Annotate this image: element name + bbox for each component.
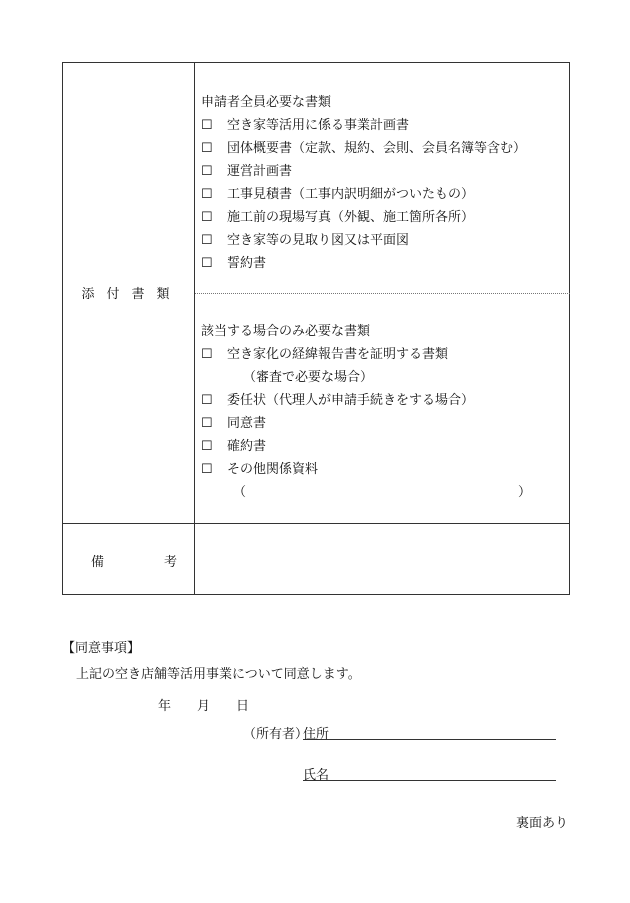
required-item-label: 団体概要書（定款、規約、会則、会員名簿等含む） — [227, 141, 527, 156]
required-item[interactable] — [201, 252, 266, 271]
other-materials-paren-close: ） — [518, 485, 532, 500]
conditional-item-label: 空き家化の経緯報告書を証明する書類 — [227, 347, 449, 362]
checkbox-icon[interactable]: ☐ — [201, 393, 213, 408]
remarks-label-char-2: 考 — [163, 555, 177, 570]
conditional-item[interactable] — [201, 389, 474, 408]
conditional-sub-note: （審査で必要な場合） — [243, 370, 374, 385]
checkbox-icon[interactable]: ☐ — [201, 416, 213, 431]
remarks-label-char-1: 備 — [91, 555, 105, 570]
required-item-label: 施工前の現場写真（外観、施工箇所各所） — [227, 210, 475, 225]
checkbox-icon[interactable]: ☐ — [201, 141, 213, 156]
remarks-label — [91, 551, 177, 570]
required-item[interactable] — [201, 229, 409, 248]
consent-text: 上記の空き店舗等活用事業について同意します。 — [76, 667, 361, 682]
attachment-table — [62, 62, 570, 595]
date-year: 年 — [158, 699, 172, 714]
required-item[interactable] — [201, 183, 474, 202]
checkbox-icon[interactable]: ☐ — [201, 233, 213, 248]
attachment-label: 添付書類 — [81, 287, 182, 302]
checkbox-icon[interactable]: ☐ — [201, 256, 213, 271]
column-divider — [194, 63, 195, 594]
address-field[interactable] — [303, 723, 556, 740]
conditional-heading: 該当する場合のみ必要な書類 — [201, 324, 371, 339]
checkbox-icon[interactable]: ☐ — [201, 439, 213, 454]
owner-label: （所有者） — [243, 727, 309, 742]
checkbox-icon[interactable]: ☐ — [201, 210, 213, 225]
checkbox-icon[interactable]: ☐ — [201, 462, 213, 477]
section-divider — [195, 293, 570, 294]
required-item-label: 工事見積書（工事内訳明細がついたもの） — [227, 187, 475, 202]
conditional-item-label: その他関係資料 — [227, 462, 319, 477]
checkbox-icon[interactable]: ☐ — [201, 187, 213, 202]
conditional-item[interactable] — [201, 412, 266, 431]
conditional-item[interactable] — [201, 458, 318, 477]
consent-heading: 【同意事項】 — [62, 641, 141, 656]
required-item-label: 空き家等活用に係る事業計画書 — [227, 118, 410, 133]
date-day: 日 — [236, 699, 250, 714]
required-item-label: 運営計画書 — [227, 164, 293, 179]
required-item[interactable] — [201, 160, 292, 179]
name-field[interactable] — [303, 764, 556, 781]
conditional-item-label: 確約書 — [227, 439, 267, 454]
required-item-label: 空き家等の見取り図又は平面図 — [227, 233, 410, 248]
checkbox-icon[interactable]: ☐ — [201, 118, 213, 133]
conditional-item[interactable] — [201, 435, 266, 454]
required-item[interactable] — [201, 206, 474, 225]
required-item-label: 誓約書 — [227, 256, 267, 271]
checkbox-icon[interactable]: ☐ — [201, 164, 213, 179]
conditional-item-label: 同意書 — [227, 416, 267, 431]
conditional-item-label: 委任状（代理人が申請手続きをする場合） — [227, 393, 475, 408]
other-materials-paren-open: （ — [233, 485, 247, 500]
name-label: 氏名 — [303, 768, 330, 783]
back-side-note: 裏面あり — [516, 816, 569, 831]
address-label: 住所 — [303, 727, 330, 742]
date-month: 月 — [197, 699, 211, 714]
checkbox-icon[interactable]: ☐ — [201, 347, 213, 362]
required-heading: 申請者全員必要な書類 — [201, 95, 332, 110]
required-item[interactable] — [201, 137, 526, 156]
required-item[interactable] — [201, 114, 409, 133]
row-divider — [63, 523, 569, 524]
conditional-item[interactable] — [201, 343, 448, 362]
